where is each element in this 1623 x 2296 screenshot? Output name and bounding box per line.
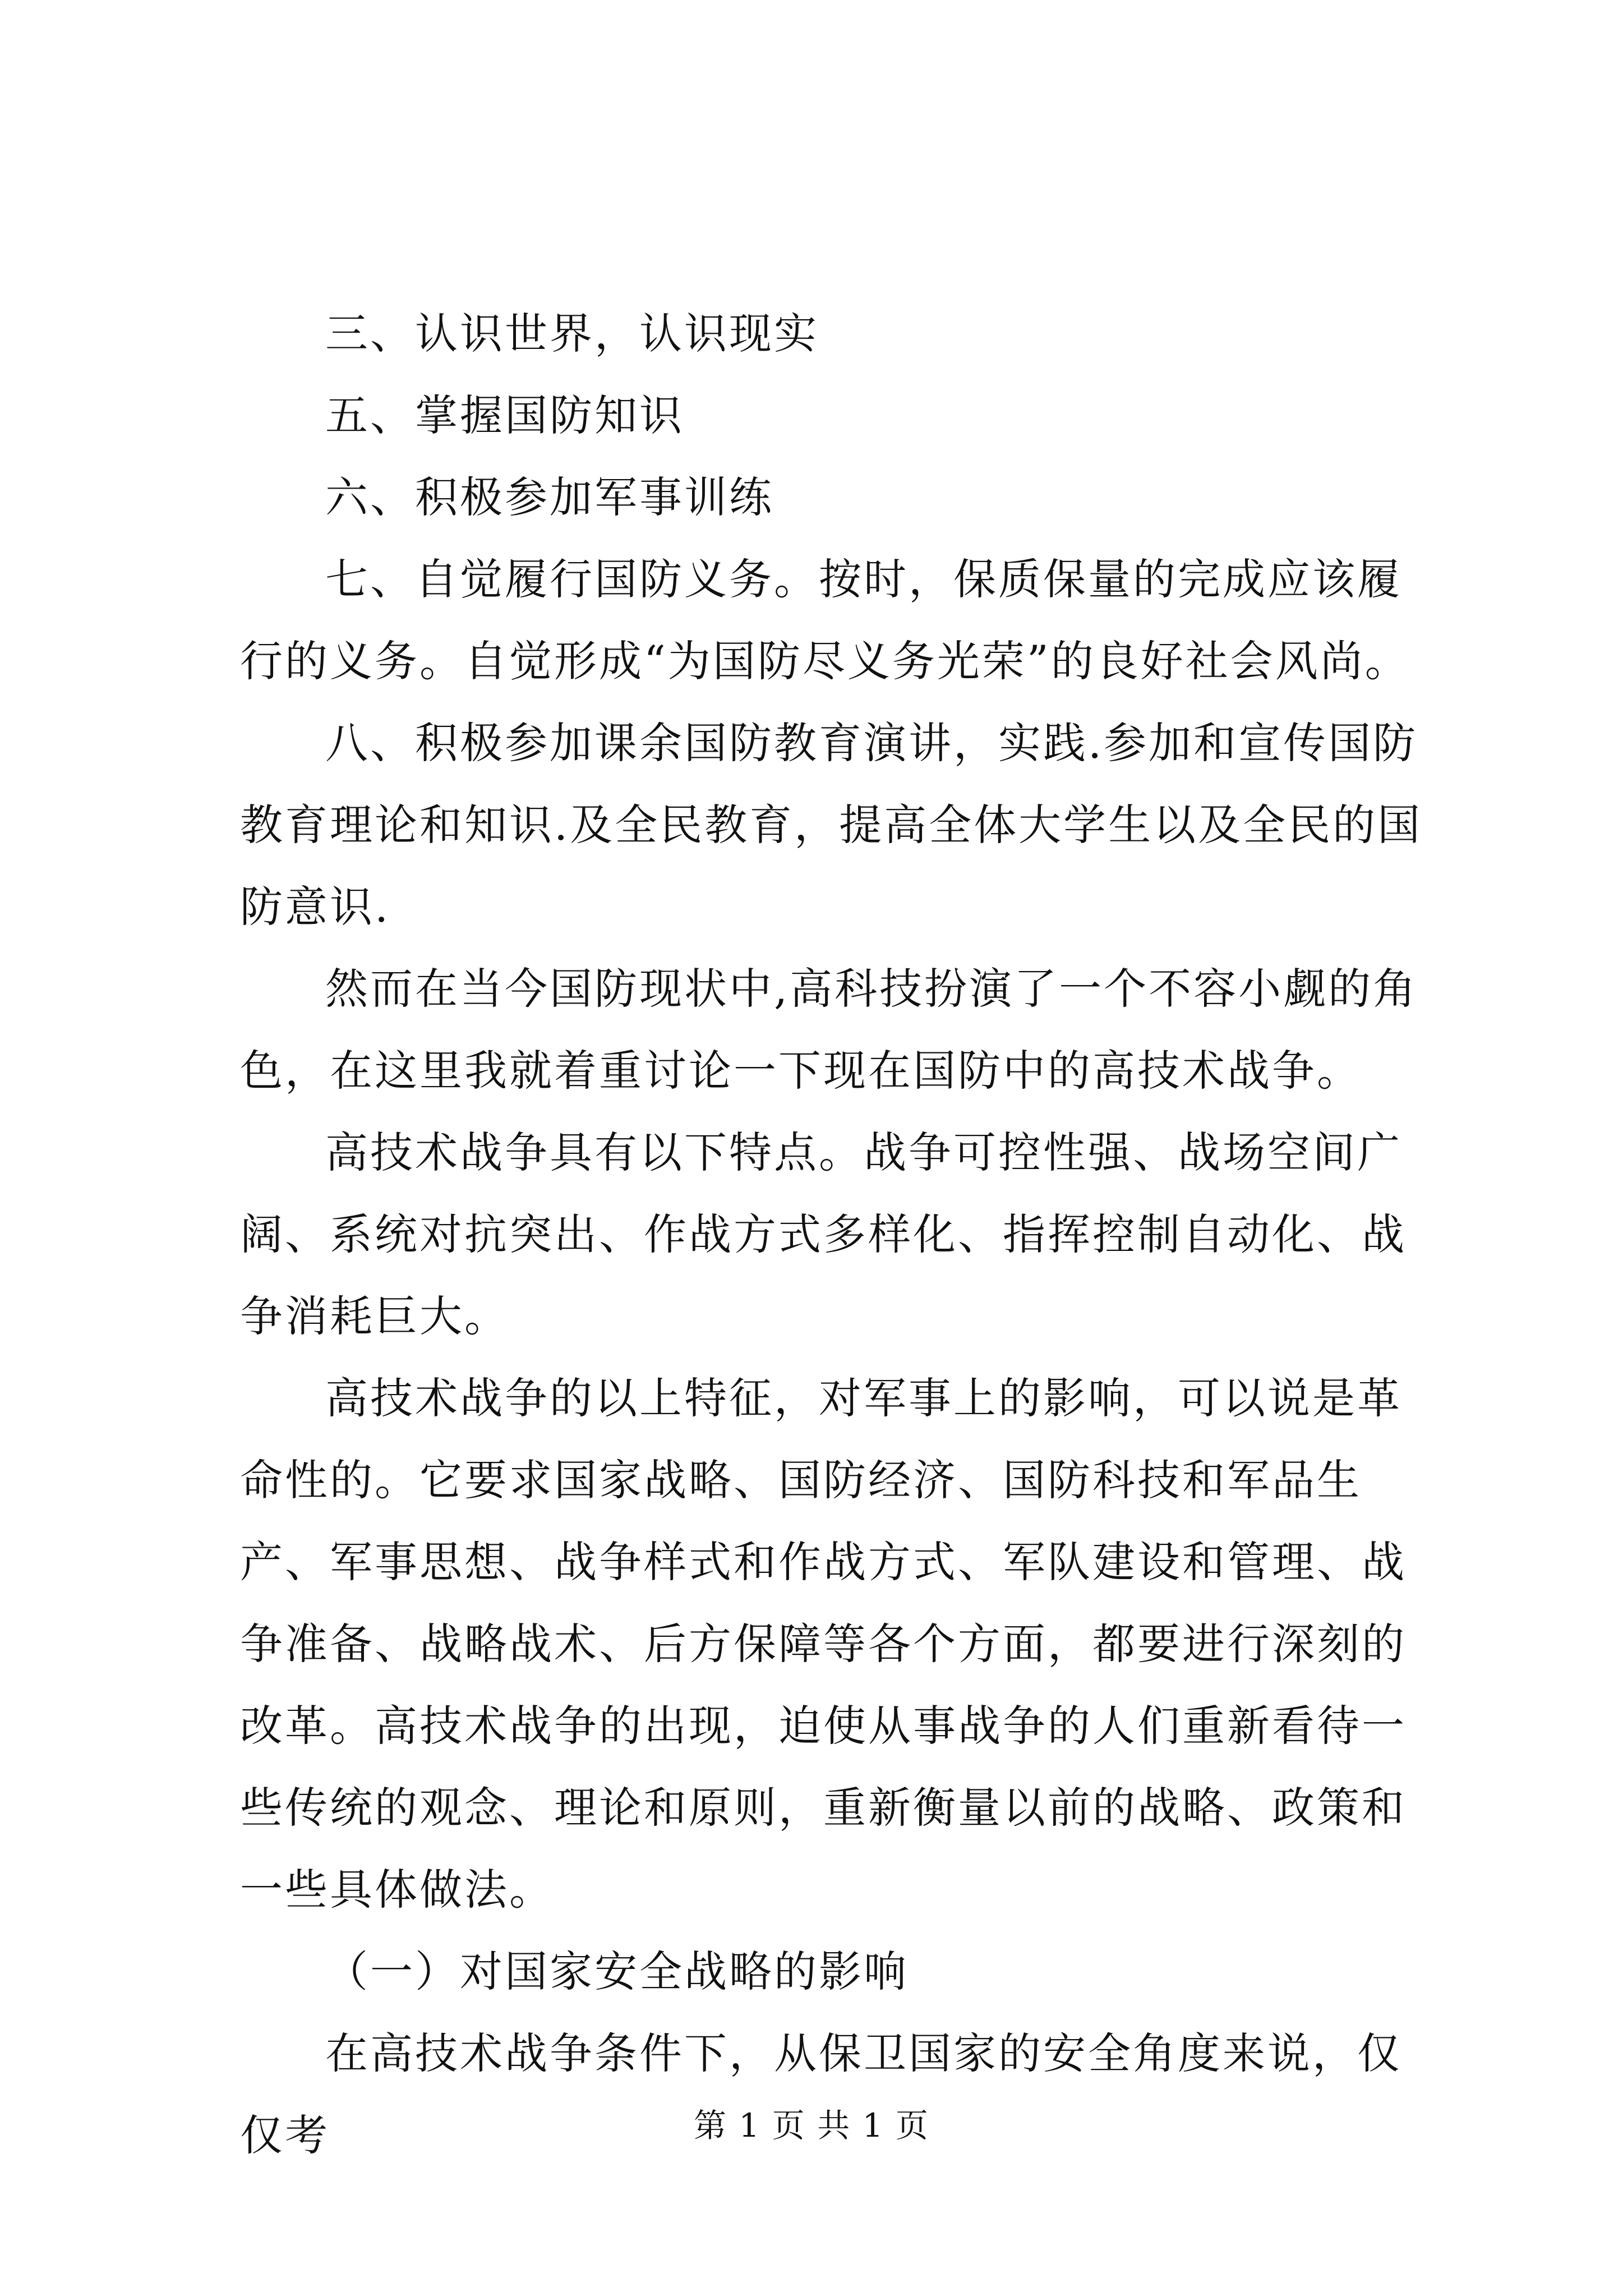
paragraph-item-7: 七、自觉履行国防义务。按时，保质保量的完成应该履行的义务。自觉形成“为国防尽义务光荣”的良好社会风尚。 — [240, 554, 1410, 686]
paragraph-item-8: 八、积极参加课余国防教育演讲，实践.参加和宣传国防教育理论和知识.及全民教育，提高全体大学生以及全民的国防意识. — [240, 718, 1423, 932]
paragraph-high-tech-features: 高技术战争具有以下特点。战争可控性强、战场空间广阔、系统对抗突出、作战方式多样化、指挥控制自动化、战争消耗巨大。 — [240, 1128, 1407, 1341]
paragraph-high-tech-impact: 高技术战争的以上特征，对军事上的影响，可以说是革命性的。它要求国家战略、国防经济、国防科技和军品生产、军事思想、战争样式和作战方式、军队建设和管理、战争准备、战略战术、后方保障等各个方面，都要进行深刻的改革。高技术战争的出现，迫使从事战争的人们重新看待一些传统的观念、理论和原则，重新衡量以前的战略、政策和一些具体做法。 — [240, 1373, 1407, 1915]
paragraph-security-strategy: 在高技术战争条件下，从保卫国家的安全角度来说，仅仅考 — [240, 2028, 1402, 2160]
paragraph-heading-5: 五、掌握国防知识 — [325, 390, 684, 440]
page-number-footer: 第 1 页 共 1 页 — [694, 2106, 929, 2145]
paragraph-subheading-1: （一）对国家安全战略的影响 — [325, 1947, 909, 1996]
document-body — [240, 293, 1429, 2177]
paragraph-heading-6: 六、积极参加军事训练 — [325, 472, 774, 522]
paragraph-heading-3: 三、认识世界，认识现实 — [325, 309, 819, 358]
paragraph-high-tech-intro: 然而在当今国防现状中,高科技扮演了一个不容小觑的角色，在这里我就着重讨论一下现在国防中的高技术战争。 — [240, 964, 1418, 1096]
